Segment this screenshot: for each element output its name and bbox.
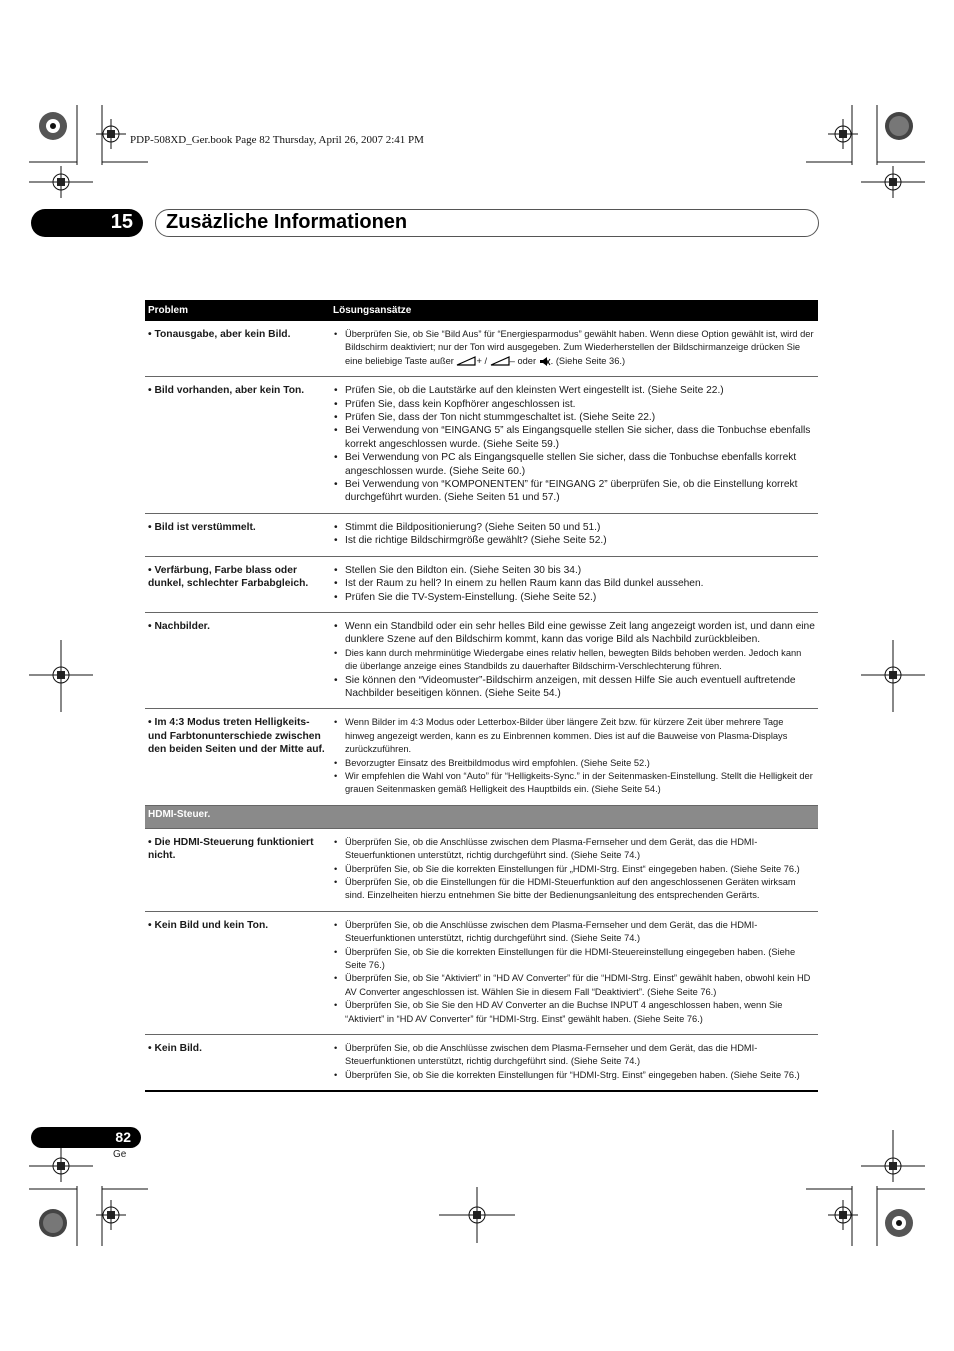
volume-up-icon [456, 356, 476, 366]
solution-item: • Überprüfen Sie, ob die Anschlüsse zwischen dem Plasma-Fernseher und dem Gerät, das die HDMI-Steuerfunktionen unterstützt, richtig durchgeführt sind. (Siehe Seite 74.) [333, 1042, 815, 1069]
problem-cell: • Bild ist verstümmelt. [145, 513, 330, 556]
solution-item: • Wenn ein Standbild oder ein sehr helles Bild eine gewisse Zeit lang angezeigt worden ist, und dann eine dunklere Szene auf den Bildschirm kommt, kann das vorige Bild als Nachbild zurückbleiben. [333, 620, 815, 647]
solution-item: • Bei Verwendung von PC als Eingangsquelle stellen Sie sicher, dass die Tonbuchse ebenfalls korrekt angeschlossen wurde. (Siehe Seite 60.) [333, 451, 815, 478]
solution-item: • Wenn Bilder im 4:3 Modus oder Letterbox-Bilder über längere Zeit bzw. für kürzere Zeit über mehrere Tage hinweg angezeigt werden, kann es zu Einbrennen kommen. Dies ist auf die Bauweise von Plasma-Displays zurückzuführen. [333, 716, 815, 756]
page-number: 82 [115, 1129, 131, 1145]
section-row-hdmi [145, 805, 818, 828]
problem-cell: • Nachbilder. [145, 612, 330, 708]
chapter-badge [31, 209, 143, 237]
table-row [145, 1035, 818, 1092]
table-header-row [145, 300, 818, 321]
problem-cell: • Im 4:3 Modus treten Helligkeits- und Farbtonunterschiede zwischen den beiden Seiten und der Mitte auf. [145, 709, 330, 805]
volume-down-icon [490, 356, 510, 366]
file-info-line: PDP-508XD_Ger.book Page 82 Thursday, April 26, 2007 2:41 PM [130, 134, 424, 146]
solution-item: • Stellen Sie den Bildton ein. (Siehe Seiten 30 bis 34.) [333, 564, 815, 577]
header-solution: Lösungsansätze [330, 300, 818, 321]
solution-item: • Überprüfen Sie, ob Sie “Aktiviert” in “HD AV Converter” für die “HDMI-Strg. Einst” gewählt haben, obwohl kein HD AV Converter angeschlossen ist. Wählen Sie in diesem Fall “Deaktiviert”. (Siehe Seite 76.) [333, 972, 815, 999]
problem-cell: • Kein Bild und kein Ton. [145, 911, 330, 1034]
solution-item: • Bevorzugter Einsatz des Breitbildmodus wird empfohlen. (Siehe Seite 52.) [333, 757, 815, 770]
solution-cell [330, 1035, 818, 1092]
solution-cell [330, 612, 818, 708]
troubleshooting-table [145, 300, 818, 1092]
solution-cell [330, 709, 818, 805]
table-row [145, 911, 818, 1034]
problem-cell: • Die HDMI-Steuerung funktioniert nicht. [145, 828, 330, 911]
header-problem: Problem [145, 300, 330, 321]
table-row [145, 612, 818, 708]
solution-item: • Stimmt die Bildpositionierung? (Siehe Seiten 50 und 51.) [333, 521, 815, 534]
solution-item: • Prüfen Sie, dass der Ton nicht stummgeschaltet ist. (Siehe Seite 22.) [333, 411, 815, 424]
table-row [145, 377, 818, 514]
solution-item: • Prüfen Sie, dass kein Kopfhörer angeschlossen ist. [333, 398, 815, 411]
solution-cell [330, 828, 818, 911]
table-row [145, 321, 818, 377]
solution-item: • Sie können den “Videomuster”-Bildschirm anzeigen, mit dessen Hilfe Sie auch eventuell auftretende Nachbilder beseitigen können. (Siehe Seite 54.) [333, 674, 815, 701]
solution-item: • Überprüfen Sie, ob die Anschlüsse zwischen dem Plasma-Fernseher und dem Gerät, das die HDMI-Steuerfunktionen unterstützt, richtig durchgeführt sind. (Siehe Seite 74.) [333, 836, 815, 863]
language-code: Ge [113, 1149, 127, 1160]
solution-cell [330, 911, 818, 1034]
solution-item: • Prüfen Sie die TV-System-Einstellung. (Siehe Seite 52.) [333, 591, 815, 604]
mute-icon [539, 356, 551, 367]
solution-item: • Überprüfen Sie, ob Sie die korrekten Einstellungen für die HDMI-Steuereinstellung eingegeben haben. (Siehe Seite 76.) [333, 946, 815, 973]
solution-item: • Ist die richtige Bildschirmgröße gewählt? (Siehe Seite 52.) [333, 534, 815, 547]
solution-item: • Überprüfen Sie, ob Sie Sie den HD AV Converter an die Buchse INPUT 4 angeschlossen haben, wenn Sie “Aktiviert” in “HD AV Converter” für “HDMI-Strg. Einst” gewählt haben. (Siehe Seite 76.) [333, 999, 815, 1026]
solution-item: • Überprüfen Sie, ob die Einstellungen für die HDMI-Steuerfunktion auf den angeschlossenen Geräten wirksam sind. Einzelheiten hierzu entnehmen Sie bitte der Bedienungsanleitung des entsprechenden Gerärts. [333, 876, 815, 903]
solution-item: • Wir empfehlen die Wahl von “Auto” für “Helligkeits-Sync.” in der Seitenmasken-Einstellung. Stellt die Helligkeit der grauen Seitenmasken gemäß Helligkeit des Hauptbilds ein. (Siehe Seite 54.) [333, 770, 815, 797]
solution-item: • Prüfen Sie, ob die Lautstärke auf den kleinsten Wert eingestellt ist. (Siehe Seite 22.) [333, 384, 815, 397]
solution-item: • Überprüfen Sie, ob Sie die korrekten Einstellungen für „HDMI-Strg. Einst“ eingegeben haben. (Siehe Seite 76.) [333, 863, 815, 876]
page-number-badge [31, 1127, 141, 1148]
solution-item: • Bei Verwendung von “EINGANG 5” als Eingangsquelle stellen Sie sicher, dass die Tonbuchse ebenfalls korrekt angeschlossen wurde. (Siehe Seite 59.) [333, 424, 815, 451]
chapter-number: 15 [110, 211, 133, 233]
solution-item: • Überprüfen Sie, ob Sie die korrekten Einstellungen für “HDMI-Strg. Einst” eingegeben haben. (Siehe Seite 76.) [333, 1069, 815, 1082]
solution-item: • Bei Verwendung von “KOMPONENTEN” für “EINGANG 2” überprüfen Sie, ob die Einstellung korrekt durchgeführt wurden. (Siehe Seiten 51 und 57.) [333, 478, 815, 505]
solution-item: • Überprüfen Sie, ob die Anschlüsse zwischen dem Plasma-Fernseher und dem Gerät, das die HDMI-Steuerfunktionen unterstützt, richtig durchgeführt sind. (Siehe Seite 74.) [333, 919, 815, 946]
solution-item: • Überprüfen Sie, ob Sie “Bild Aus” für “Energiesparmodus” gewählt haben. Wenn diese Option gewählt ist, wird der Bildschirm deaktiviert; nur der Ton wird ausgegeben. Zum Wiederherstellen der Bildschirmanzeige drücken Sie eine beliebige Taste außer + / – oder . (Siehe Seite 36.) [333, 328, 815, 368]
solution-cell [330, 377, 818, 514]
solution-cell [330, 556, 818, 612]
table-row [145, 709, 818, 805]
problem-cell: • Bild vorhanden, aber kein Ton. [145, 377, 330, 514]
solution-item: • Ist der Raum zu hell? In einem zu hellen Raum kann das Bild dunkel aussehen. [333, 577, 815, 590]
section-label: HDMI-Steuer. [145, 805, 818, 828]
problem-cell: • Tonausgabe, aber kein Bild. [145, 321, 330, 377]
solution-cell [330, 513, 818, 556]
solution-cell [330, 321, 818, 377]
chapter-title-bar [155, 209, 819, 237]
table-row [145, 828, 818, 911]
chapter-title: Zusäzliche Informationen [166, 211, 408, 233]
table-row [145, 556, 818, 612]
problem-cell: • Verfärbung, Farbe blass oder dunkel, schlechter Farbabgleich. [145, 556, 330, 612]
table-row [145, 513, 818, 556]
problem-cell: • Kein Bild. [145, 1035, 330, 1092]
solution-item: • Dies kann durch mehrminütige Wiedergabe eines relativ hellen, bewegten Bilds behoben werden. Jedoch kann die überlange anzeige eines Standbilds zu dauerhafter Bildschirm-Verschlechterung führen. [333, 647, 815, 674]
